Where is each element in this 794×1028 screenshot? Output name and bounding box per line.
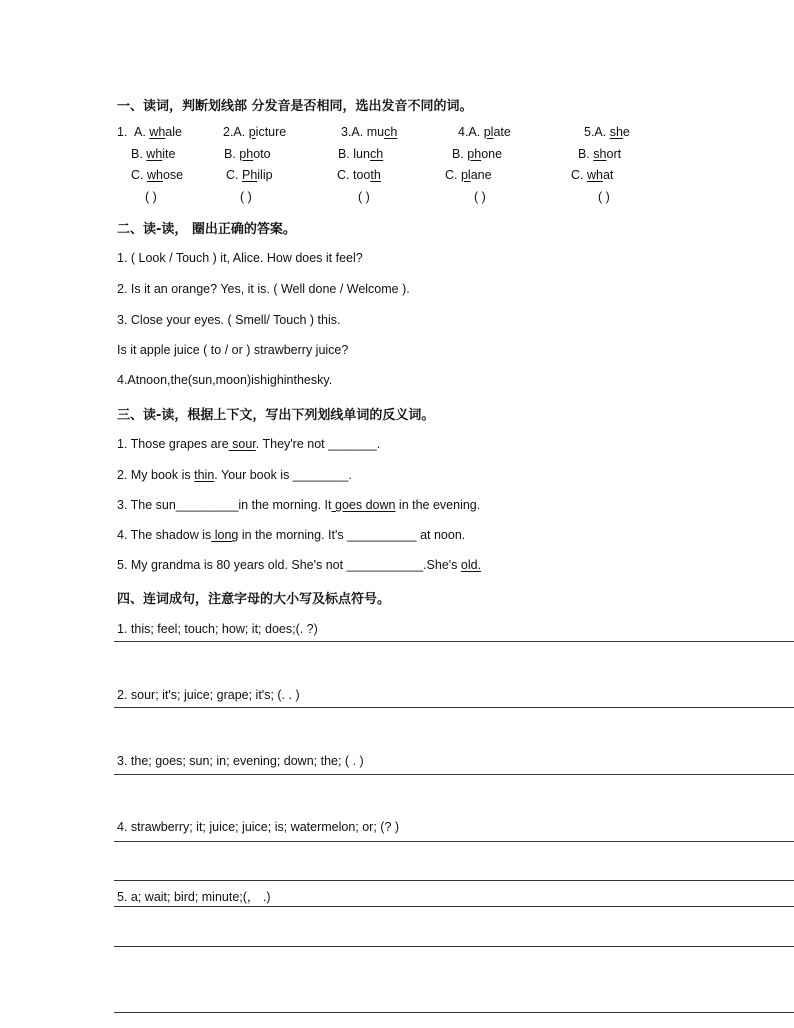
answer-line[interactable]: [114, 641, 794, 642]
answer-line[interactable]: [114, 841, 794, 842]
section-3-item-2: 2. My book is thin. Your book is ________.: [117, 468, 352, 482]
option-3c: C. tooth: [337, 168, 381, 182]
option-5b: B. short: [578, 147, 622, 161]
section-4-title: 四、连词成句，注意字母的大小写及标点符号。: [117, 592, 391, 607]
section-3-item-4: 4. The shadow is long in the morning. It's __________ at noon.: [117, 528, 466, 542]
section-4-item-5: 5. a; wait; bird; minute;(， .): [117, 890, 271, 904]
question-1-number: 1.: [117, 125, 128, 139]
section-4-item-1: 1. this; feel; touch; how; it; does;(. ?): [117, 622, 318, 636]
answer-line[interactable]: [114, 1012, 794, 1013]
option-2c: C. Philip: [226, 168, 273, 182]
section-3-item-3: 3. The sun_________in the morning. It goes down in the evening.: [117, 498, 481, 512]
section-2-item-2: 2. Is it an orange? Yes, it is. ( Well done / Welcome ).: [117, 282, 410, 296]
answer-paren-2[interactable]: ( ): [240, 190, 252, 204]
option-2b: B. photo: [224, 147, 271, 161]
section-2-title: 二、读-读， 圈出正确的答案。: [117, 222, 296, 237]
section-4-item-2: 2. sour; it's; juice; grape; it's; (. . ): [117, 688, 300, 702]
answer-paren-5[interactable]: ( ): [598, 190, 610, 204]
answer-line[interactable]: [114, 906, 794, 907]
option-1a: A. whale: [134, 125, 182, 139]
answer-paren-3[interactable]: ( ): [358, 190, 370, 204]
option-3a: 3.A. much: [341, 125, 398, 139]
option-4a: 4.A. plate: [458, 125, 511, 139]
answer-paren-1[interactable]: ( ): [145, 190, 157, 204]
section-3-title: 三、读-读，根据上下文，写出下列划线单词的反义词。: [117, 408, 435, 423]
option-1b: B. white: [131, 147, 176, 161]
option-3b: B. lunch: [338, 147, 384, 161]
answer-line[interactable]: [114, 880, 794, 881]
option-5a: 5.A. she: [584, 125, 630, 139]
option-4c: C. plane: [445, 168, 492, 182]
section-1-title: 一、读词，判断划线部 分发音是否相同，选出发音不同的词。: [117, 99, 473, 114]
section-4-item-3: 3. the; goes; sun; in; evening; down; the; ( . ): [117, 754, 364, 768]
option-2a: 2.A. picture: [223, 125, 287, 139]
section-3-item-1: 1. Those grapes are sour. They're not _______.: [117, 437, 381, 451]
option-5c: C. what: [571, 168, 614, 182]
answer-paren-4[interactable]: ( ): [474, 190, 486, 204]
answer-line[interactable]: [114, 946, 794, 947]
section-3-item-5: 5. My grandma is 80 years old. She's not ___________.She's old.: [117, 558, 482, 572]
section-4-item-4: 4. strawberry; it; juice; juice; is; watermelon; or; (? ): [117, 820, 400, 834]
section-2-item-4: 4.Atnoon,the(sun,moon)ishighinthesky.: [117, 373, 333, 387]
answer-line[interactable]: [114, 707, 794, 708]
section-2-item-3b: Is it apple juice ( to / or ) strawberry juice?: [117, 343, 349, 357]
answer-line[interactable]: [114, 774, 794, 775]
section-2-item-3: 3. Close your eyes. ( Smell/ Touch ) this.: [117, 313, 341, 327]
option-1c: C. whose: [131, 168, 184, 182]
option-4b: B. phone: [452, 147, 503, 161]
section-2-item-1: 1. ( Look / Touch ) it, Alice. How does it feel?: [117, 251, 363, 265]
